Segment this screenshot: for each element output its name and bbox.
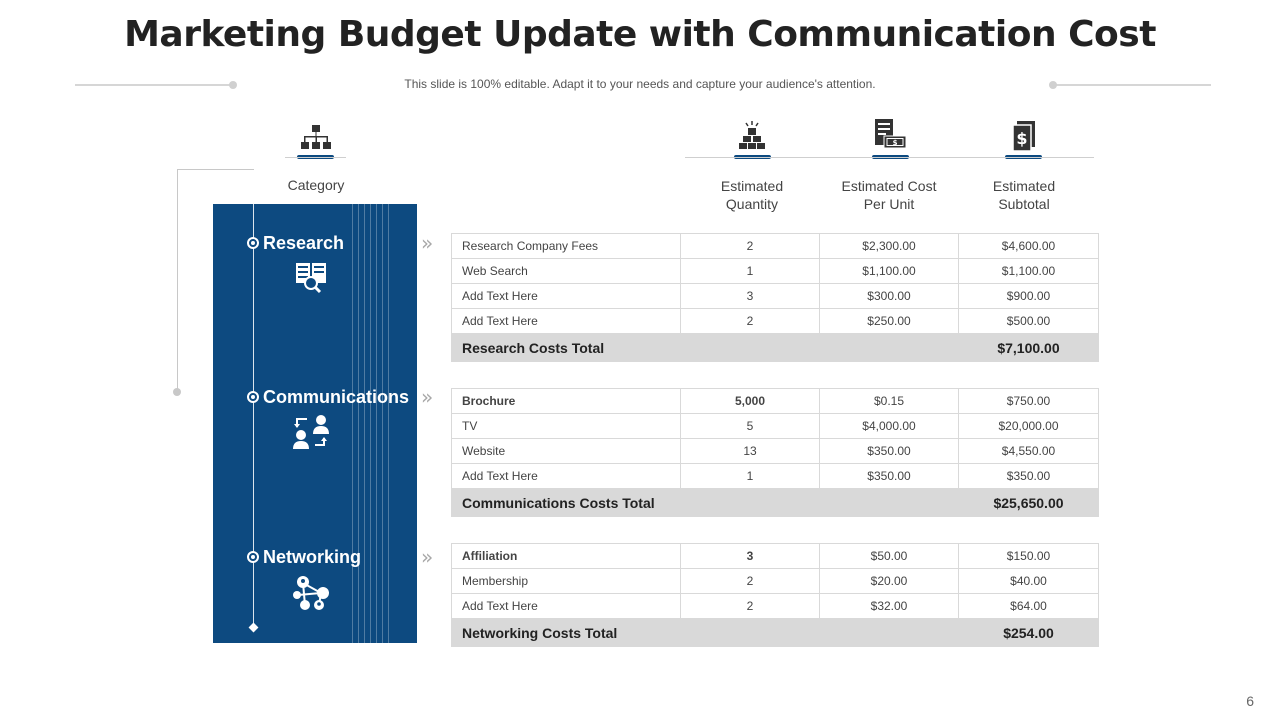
quantity-cell: 2 [681, 594, 820, 619]
quantity-cell: 2 [681, 234, 820, 259]
communications-category-label: Communications [263, 387, 410, 407]
unit-cost-cell: $32.00 [820, 594, 959, 619]
item-cell: Web Search [452, 259, 681, 284]
svg-text:$: $ [892, 139, 898, 147]
table-row [452, 594, 1099, 619]
subtotal-cell: $40.00 [959, 569, 1099, 594]
networking-category-label: Networking [263, 547, 362, 567]
networking-chevron-icon: » [421, 545, 434, 569]
quantity-cell: 1 [681, 259, 820, 284]
quantity-cell: 3 [681, 544, 820, 569]
item-cell: Brochure [452, 389, 681, 414]
quantity-cell: 5,000 [681, 389, 820, 414]
quantity-header: Estimated Quantity [720, 178, 784, 212]
subtotal-cell: $150.00 [959, 544, 1099, 569]
quantity-cell: 3 [681, 284, 820, 309]
total-value: $7,100.00 [959, 334, 1099, 362]
table-row [452, 569, 1099, 594]
panel-stripe [370, 204, 371, 643]
unit-cost-cell: $350.00 [820, 439, 959, 464]
item-cell: Add Text Here [452, 594, 681, 619]
page-number: 6 [1246, 693, 1254, 709]
table-row [452, 439, 1099, 464]
item-cell: Research Company Fees [452, 234, 681, 259]
research-marker [247, 237, 259, 249]
panel-stripe [364, 204, 365, 643]
svg-text:$: $ [1016, 129, 1028, 148]
total-label: Networking Costs Total [452, 619, 959, 647]
table-row [452, 234, 1099, 259]
unit-cost-cell: $20.00 [820, 569, 959, 594]
table-row [452, 259, 1099, 284]
networking-marker [247, 551, 259, 563]
research-table [451, 233, 1099, 362]
unit-cost-cell: $350.00 [820, 464, 959, 489]
communications-marker [247, 391, 259, 403]
subtotal-cell: $4,550.00 [959, 439, 1099, 464]
unit-cost-cell: $50.00 [820, 544, 959, 569]
networking-table [451, 543, 1099, 647]
page-subtitle: This slide is 100% editable. Adapt it to your needs and capture your audience's attention. [404, 77, 876, 91]
unit-cost-cell: $250.00 [820, 309, 959, 334]
item-cell: Website [452, 439, 681, 464]
quantity-cell: 5 [681, 414, 820, 439]
subtotal-cell: $500.00 [959, 309, 1099, 334]
total-row [452, 334, 1099, 362]
category-header: Category [287, 177, 345, 193]
subtotal-cell: $750.00 [959, 389, 1099, 414]
item-cell: Membership [452, 569, 681, 594]
subtotal-cell: $1,100.00 [959, 259, 1099, 284]
network-icon [293, 575, 331, 616]
panel-stripe [382, 204, 383, 643]
panel-stripe [352, 204, 353, 643]
panel-stripe [388, 204, 389, 643]
connector-bracket-dot [173, 388, 181, 396]
cost-per-unit-header: Estimated Cost Per Unit [841, 178, 937, 212]
total-row [452, 619, 1099, 647]
table-row [452, 309, 1099, 334]
subtotal-cell: $64.00 [959, 594, 1099, 619]
total-value: $25,650.00 [959, 489, 1099, 517]
table-row [452, 414, 1099, 439]
unit-cost-cell: $0.15 [820, 389, 959, 414]
panel-stripe [358, 204, 359, 643]
quantity-cell: 13 [681, 439, 820, 464]
table-row [452, 544, 1099, 569]
unit-cost-cell: $1,100.00 [820, 259, 959, 284]
subtotal-cell: $900.00 [959, 284, 1099, 309]
subtotal-header: Estimated Subtotal [992, 178, 1056, 212]
subtotal-cell: $350.00 [959, 464, 1099, 489]
panel-stripe [376, 204, 377, 643]
invoice-icon [872, 118, 908, 150]
quantity-cell: 2 [681, 569, 820, 594]
total-value: $254.00 [959, 619, 1099, 647]
category-header-line [285, 157, 346, 158]
unit-cost-cell: $4,000.00 [820, 414, 959, 439]
dollar-document-icon [1008, 120, 1040, 152]
org-chart-icon [298, 124, 334, 152]
boxes-icon [736, 120, 768, 150]
people-exchange-icon [293, 414, 329, 455]
table-row [452, 464, 1099, 489]
unit-cost-cell: $2,300.00 [820, 234, 959, 259]
table-row [452, 389, 1099, 414]
table-row [452, 284, 1099, 309]
quantity-cell: 1 [681, 464, 820, 489]
subtotal-cell: $20,000.00 [959, 414, 1099, 439]
subtotal-cell: $4,600.00 [959, 234, 1099, 259]
research-document-icon [295, 262, 329, 299]
item-cell: Add Text Here [452, 284, 681, 309]
total-row [452, 489, 1099, 517]
values-header-line [685, 157, 1094, 158]
quantity-cell: 2 [681, 309, 820, 334]
page-title: Marketing Budget Update with Communication Cost [124, 14, 1156, 55]
total-label: Research Costs Total [452, 334, 959, 362]
total-label: Communications Costs Total [452, 489, 959, 517]
unit-cost-cell: $300.00 [820, 284, 959, 309]
communications-table [451, 388, 1099, 517]
research-category-label: Research [263, 233, 345, 253]
communications-chevron-icon: » [421, 385, 434, 409]
item-cell: Add Text Here [452, 464, 681, 489]
item-cell: Affiliation [452, 544, 681, 569]
item-cell: Add Text Here [452, 309, 681, 334]
research-chevron-icon: » [421, 231, 434, 255]
item-cell: TV [452, 414, 681, 439]
